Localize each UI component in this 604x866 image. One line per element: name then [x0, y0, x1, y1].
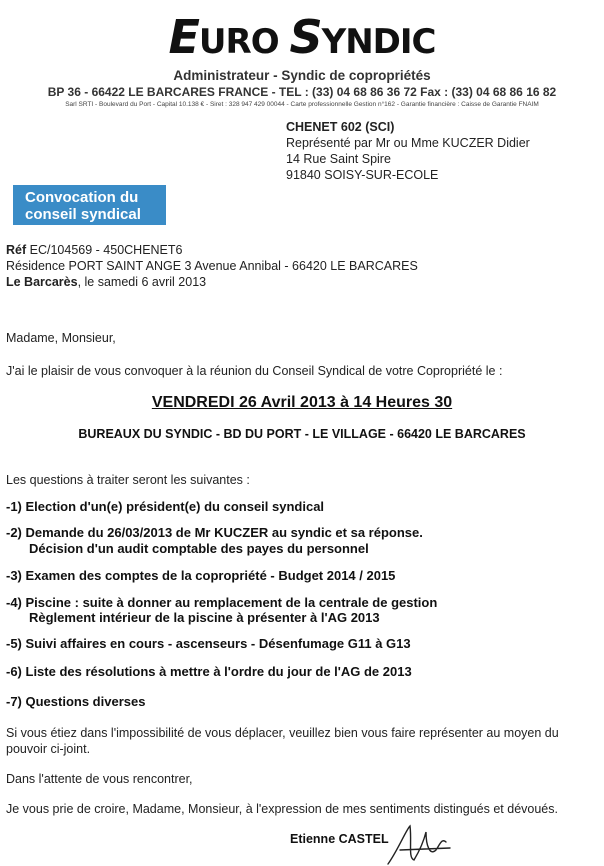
- intro-paragraph: J'ai le plaisir de vous convoquer à la réunion du Conseil Syndical de votre Copropriété le :: [6, 364, 503, 378]
- agenda-item-continuation: Règlement intérieur de la piscine à présenter à l'AG 2013: [29, 610, 380, 625]
- agenda-item: -1) Election d'un(e) président(e) du conseil syndical: [6, 499, 325, 514]
- signatory-name: Etienne CASTEL: [290, 832, 389, 846]
- reference-line: [6, 243, 183, 257]
- document-type-banner: [13, 185, 166, 225]
- company-logo: EURO SYNDIC: [168, 10, 436, 64]
- proxy-paragraph-line-2: pouvoir ci-joint.: [6, 742, 91, 756]
- agenda-item: -5) Suivi affaires en cours - ascenseurs - Désenfumage G11 à G13: [6, 636, 411, 651]
- company-legal-info: Sarl SRTI - Boulevard du Port - Capital 10.138 € - Siret : 328 947 429 00044 - Carte professionnelle Gestion n°162 - Garantie financière : Caisse de Garantie FNAIM: [65, 101, 539, 108]
- company-subtitle: Administrateur - Syndic de copropriétés: [173, 68, 431, 83]
- date-text: , le samedi 6 avril 2013: [77, 275, 207, 289]
- reference-value: EC/104569 - 450CHENET6: [26, 243, 183, 257]
- date-place: Le Barcarès: [6, 275, 78, 289]
- recipient-name: CHENET 602 (SCI): [286, 120, 395, 134]
- questions-intro: Les questions à traiter seront les suivantes :: [6, 473, 250, 487]
- closing-formula: Je vous prie de croire, Madame, Monsieur, à l'expression de mes sentiments distingués et dévoués.: [6, 802, 558, 816]
- waiting-line: Dans l'attente de vous rencontrer,: [6, 772, 193, 786]
- residence-line: Résidence PORT SAINT ANGE 3 Avenue Annibal - 66420 LE BARCARES: [6, 259, 418, 273]
- meeting-place: BUREAUX DU SYNDIC - BD DU PORT - LE VILLAGE - 66420 LE BARCARES: [78, 427, 526, 441]
- recipient-line-3: 91840 SOISY-SUR-ECOLE: [286, 168, 439, 182]
- proxy-paragraph-line-1: Si vous étiez dans l'impossibilité de vous déplacer, veuillez bien vous faire représenter au moyen du: [6, 726, 559, 740]
- reference-label: Réf: [6, 243, 27, 257]
- salutation: Madame, Monsieur,: [6, 331, 116, 345]
- date-line: [6, 275, 206, 289]
- banner-line-1: Convocation du: [25, 189, 139, 206]
- meeting-date: VENDREDI 26 Avril 2013 à 14 Heures 30: [151, 394, 453, 411]
- agenda-item-continuation: Décision d'un audit comptable des payes du personnel: [29, 541, 369, 556]
- banner-line-2: conseil syndical: [25, 206, 141, 223]
- recipient-line-2: 14 Rue Saint Spire: [286, 152, 391, 166]
- handwritten-signature: [380, 820, 460, 866]
- agenda-item: -4) Piscine : suite à donner au remplacement de la centrale de gestion: [6, 595, 438, 610]
- company-address: BP 36 - 66422 LE BARCARES FRANCE - TEL : (33) 04 68 86 36 72 Fax : (33) 04 68 86 16 82: [47, 85, 557, 99]
- agenda-item: -7) Questions diverses: [6, 694, 146, 709]
- agenda-item: -2) Demande du 26/03/2013 de Mr KUCZER au syndic et sa réponse.: [6, 525, 423, 540]
- agenda-item: -6) Liste des résolutions à mettre à l'ordre du jour de l'AG de 2013: [6, 664, 412, 679]
- recipient-line-1: Représenté par Mr ou Mme KUCZER Didier: [286, 136, 530, 150]
- agenda-item: -3) Examen des comptes de la copropriété - Budget 2014 / 2015: [6, 568, 396, 583]
